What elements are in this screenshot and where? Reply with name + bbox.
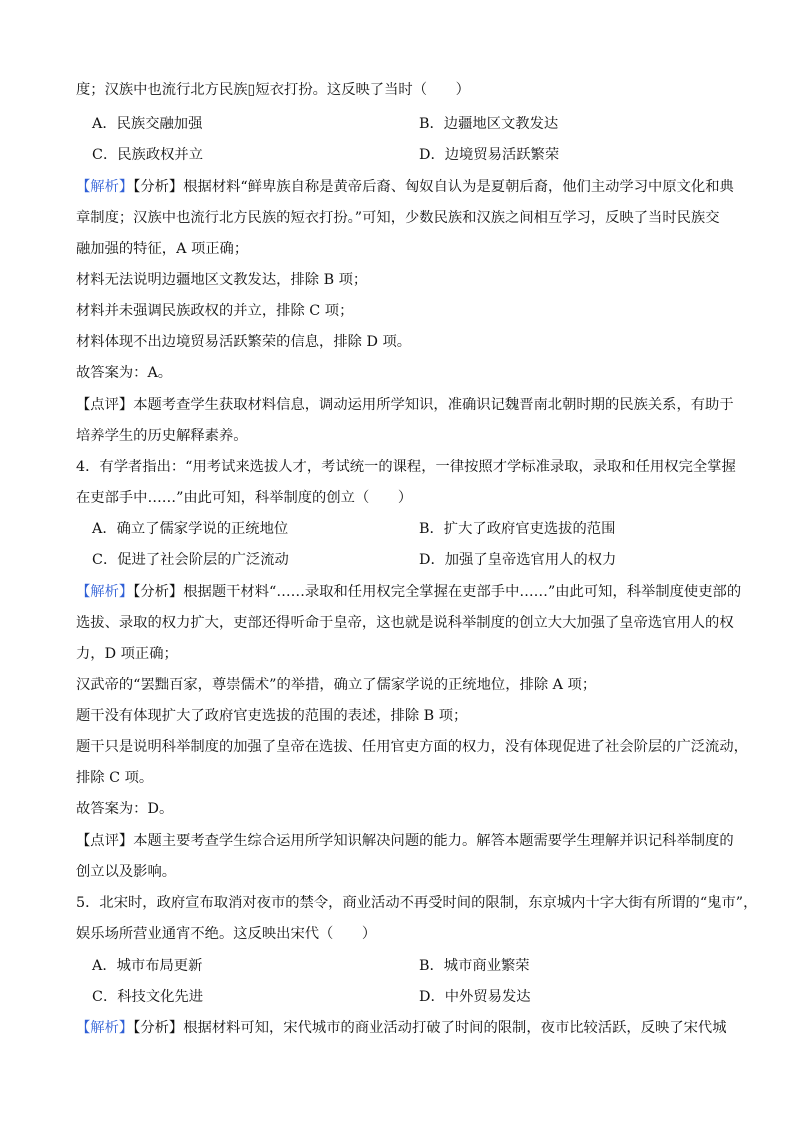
q4-option-a: A．确立了儒家学说的正统地位 xyxy=(92,521,289,537)
q3-analysis-line-3: 融加强的特征，A 项正确； xyxy=(76,241,249,257)
q5-analysis-tag: 【解析】 xyxy=(76,1020,134,1036)
q3-analysis-line-5: 材料并未强调民族政权的并立，排除 C 项； xyxy=(76,303,354,319)
q4-comment-line-2: 创立以及影响。 xyxy=(76,864,177,880)
q4-analysis-line-4: 汉武帝的“罢黜百家，尊崇儒术”的举措，确立了儒家学说的正统地位，排除 A 项； xyxy=(76,677,597,693)
q3-option-d: D．边境贸易活跃繁荣 xyxy=(419,147,560,163)
q4-analysis-line-5: 题干没有体现扩大了政府官吏选拔的范围的表述，排除 B 项； xyxy=(76,708,468,724)
q5-stem-line-2: 娱乐场所营业通宵不绝。这反映出宋代（ ） xyxy=(76,926,377,942)
q4-comment-line-1: 【点评】本题主要考查学生综合运用所学知识解决问题的能力。解答本题需要学生理解并识记科举制度的 xyxy=(76,833,734,849)
q4-stem-line-1: 4．有学者指出：“用考试来选拔人才，考试统一的课程，一律按照才学标准录取，录取和任用权完全掌握 xyxy=(76,459,736,475)
q4-stem-line-2: 在吏部手中……”由此可知，科举制度的创立（ ） xyxy=(76,490,413,506)
q3-option-c: C．民族政权并立 xyxy=(92,147,204,163)
q3-comment-line-1: 【点评】本题考查学生获取材料信息，调动运用所学知识，准确识记魏晋南北朝时期的民族关系，有助于 xyxy=(76,397,734,413)
q4-option-b: B．扩大了政府官吏选拔的范围 xyxy=(419,521,616,537)
q4-analysis-line-6: 题干只是说明科举制度的加强了皇帝在选拔、任用官吏方面的权力，没有体现促进了社会阶层的广泛流动， xyxy=(76,739,748,755)
q4-analysis-line-7: 排除 C 项。 xyxy=(76,770,154,786)
q5-option-d: D．中外贸易发达 xyxy=(419,989,531,1005)
q4-analysis-line-3: 力，D 项正确； xyxy=(76,646,178,662)
q4-analysis-tag: 【解析】 xyxy=(76,584,134,600)
q3-stem-tail: 度；汉族中也流行北方民族▯短衣打扮。这反映了当时（ ） xyxy=(76,82,470,98)
q3-comment-line-2: 培养学生的历史解释素养。 xyxy=(76,428,248,444)
q5-analysis-line-1: 【解析】【分析】根据材料可知，宋代城市的商业活动打破了时间的限制，夜市比较活跃，反映了宋代城 xyxy=(76,1020,727,1036)
q5-option-b: B．城市商业繁荣 xyxy=(419,958,530,974)
q5-option-a: A．城市布局更新 xyxy=(92,958,203,974)
q4-analysis-line-1: 【解析】【分析】根据题干材料“……录取和任用权完全掌握在吏部手中……”由此可知，科举制度使吏部的 xyxy=(76,584,742,600)
q5-option-c: C．科技文化先进 xyxy=(92,989,204,1005)
q3-option-b: B．边疆地区文教发达 xyxy=(419,116,559,132)
q3-analysis-line-2: 章制度；汉族中也流行北方民族的短衣打扮。”可知，少数民族和汉族之间相互学习，反映了当时民族交 xyxy=(76,210,720,226)
q5-stem-line-1: 5．北宋时，政府宣布取消对夜市的禁令，商业活动不再受时间的限制，东京城内十字大街有所谓的“鬼市”， xyxy=(76,895,758,911)
q3-analysis-line-1: 【解析】【分析】根据材料“鲜卑族自称是黄帝后裔、匈奴自认为是夏朝后裔，他们主动学习中原文化和典 xyxy=(76,179,734,195)
q3-answer: 故答案为：A。 xyxy=(76,365,173,381)
q3-comment-tag: 【点评】 xyxy=(76,397,134,413)
q4-comment-tag: 【点评】 xyxy=(76,833,134,849)
q4-option-d: D．加强了皇帝选官用人的权力 xyxy=(419,552,617,568)
q4-option-c: C．促进了社会阶层的广泛流动 xyxy=(92,552,289,568)
q3-analysis-line-6: 材料体现不出边境贸易活跃繁荣的信息，排除 D 项。 xyxy=(76,334,412,350)
q3-analysis-line-4: 材料无法说明边疆地区文教发达，排除 B 项； xyxy=(76,272,368,288)
q4-analysis-line-2: 选拔、录取的权力扩大，吏部还得听命于皇帝，这也就是说科举制度的创立大大加强了皇帝选官用人的权 xyxy=(76,615,734,631)
q4-answer: 故答案为：D。 xyxy=(76,801,174,817)
q3-analysis-tag: 【解析】 xyxy=(76,179,134,195)
q3-option-a: A．民族交融加强 xyxy=(92,116,203,132)
